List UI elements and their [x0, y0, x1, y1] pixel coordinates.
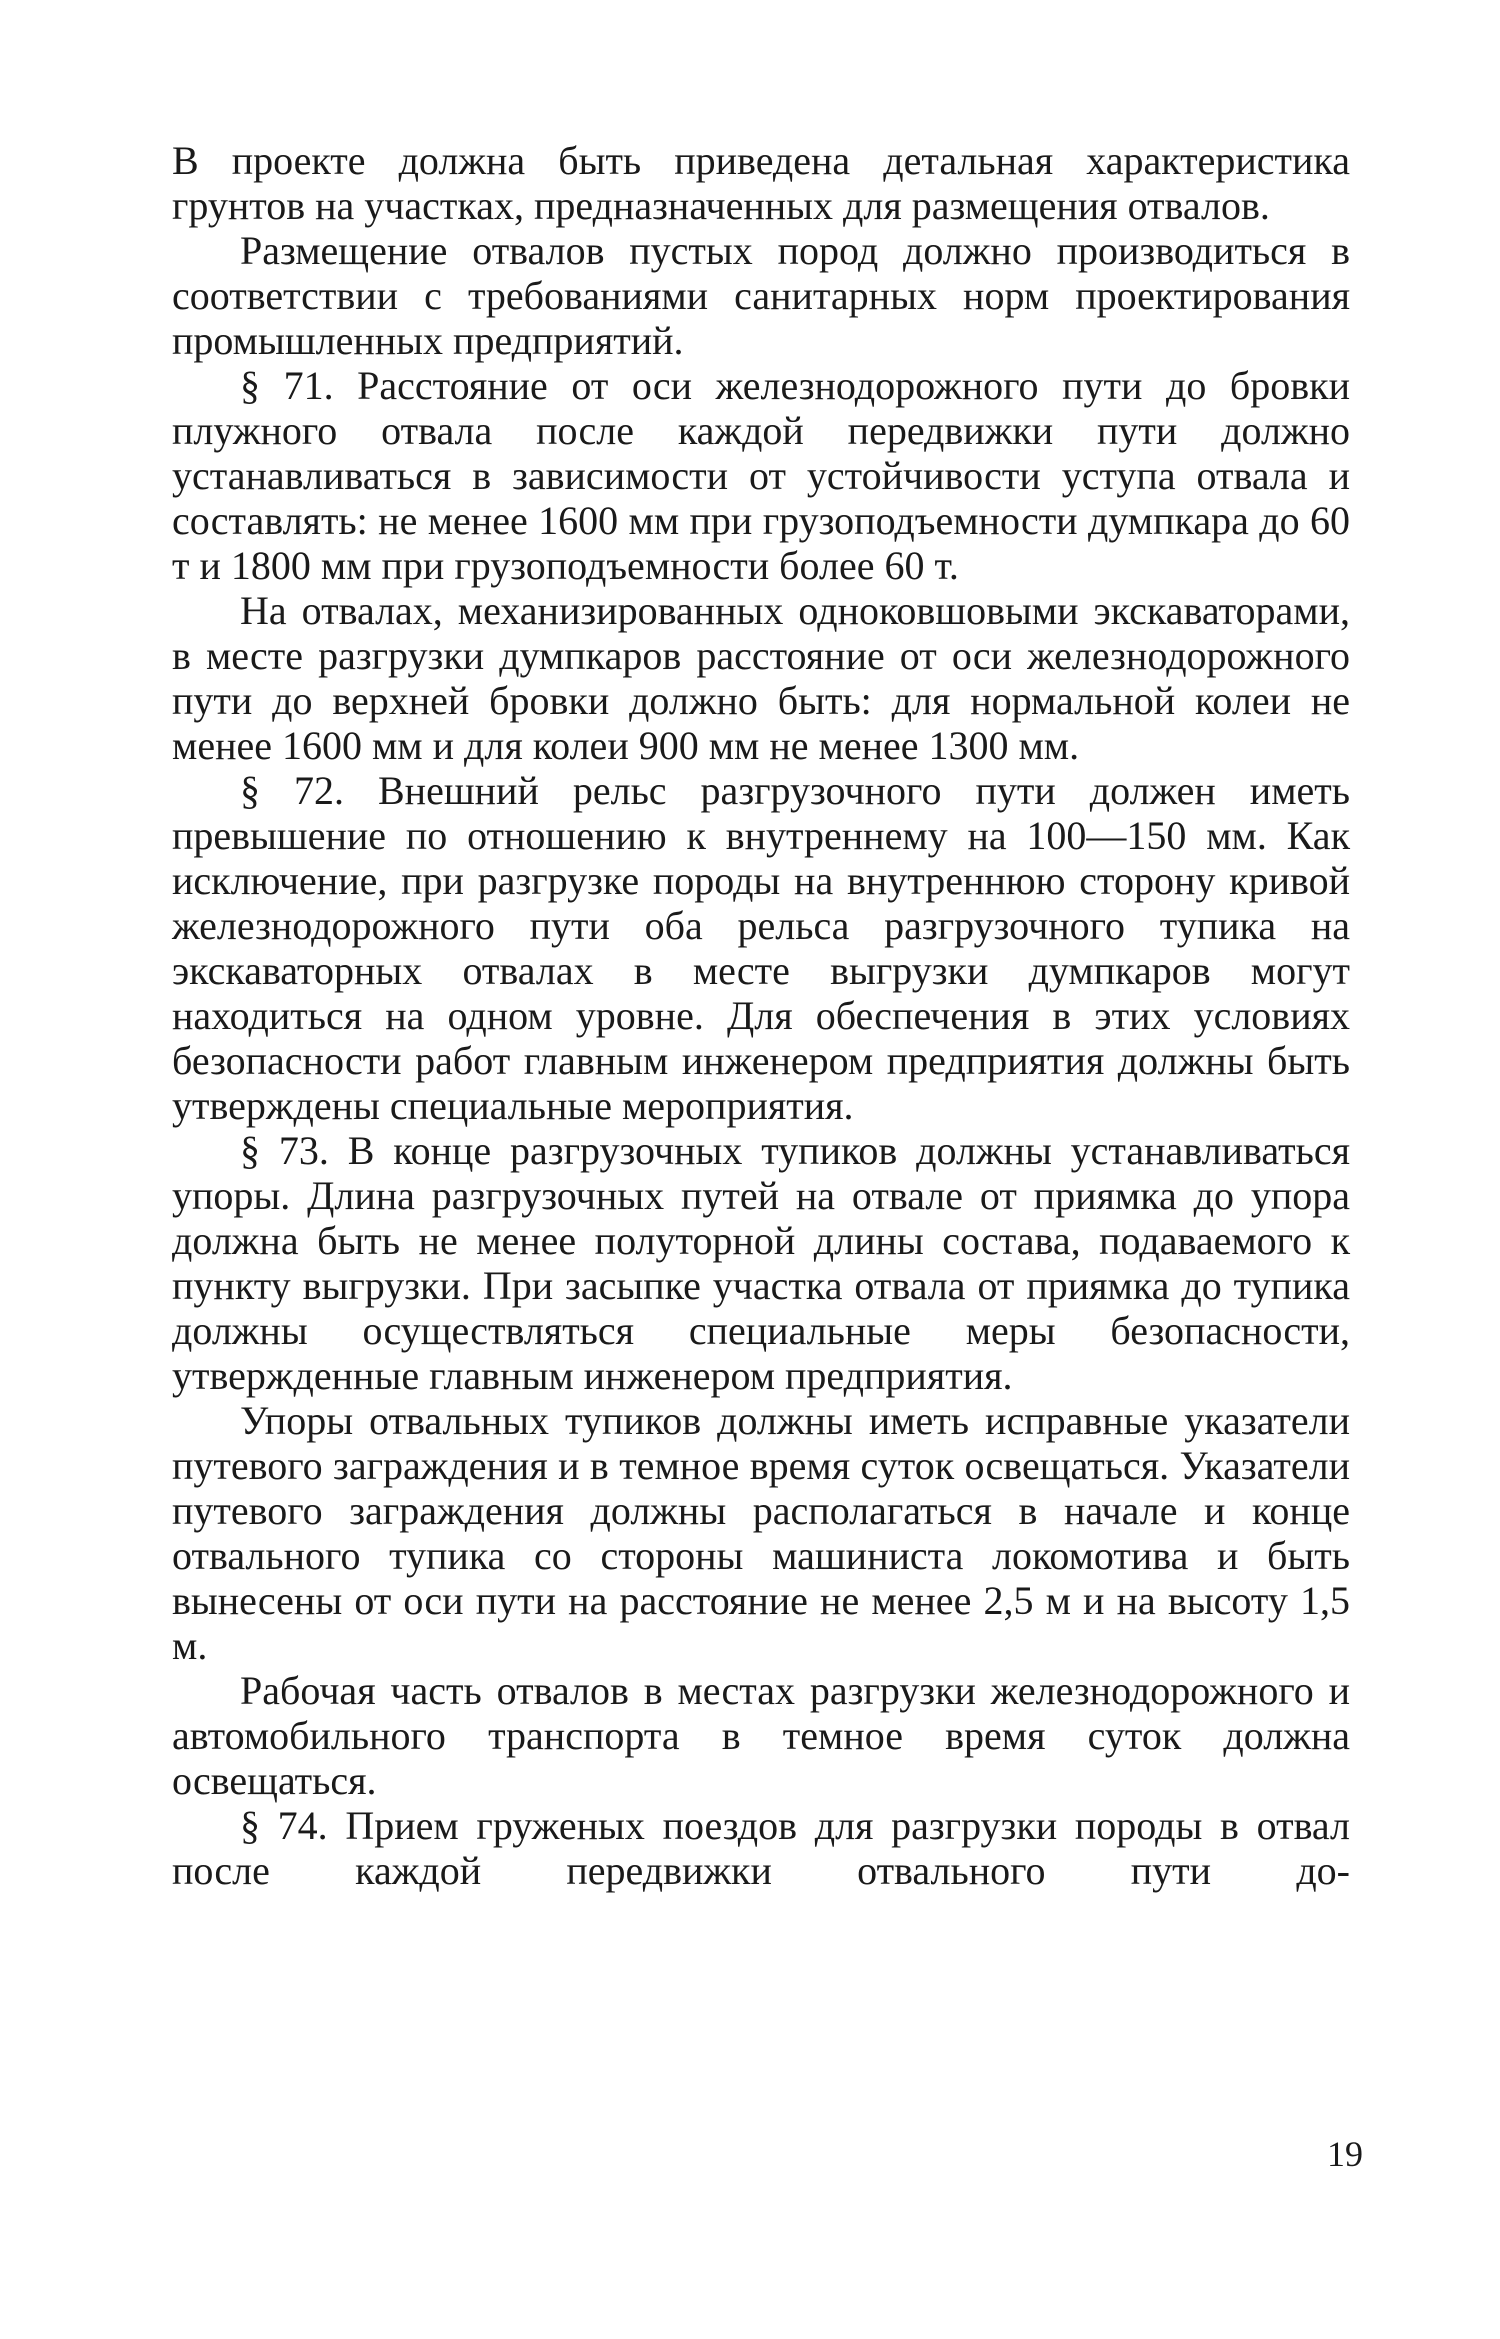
page-number: 19 [1327, 2134, 1363, 2174]
paragraph-soil-characteristics: В проекте должна быть приведена детальная характеристика грунтов на участках, предназначенных для размещения отвалов. [172, 138, 1350, 228]
paragraph-section-72: § 72. Внешний рельс разгрузочного пути должен иметь превышение по отношению к внутреннему на 100—150 мм. Как исключение, при разгрузке породы на внутреннюю сторону кривой железнодорожного пути оба рельса разгрузочного тупика на экскаваторных отвалах в месте выгрузки думпкаров могут находиться на одном уровне. Для обеспечения в этих условиях безопасности работ главным инженером предприятия должны быть утверждены специальные мероприятия. [172, 768, 1350, 1128]
paragraph-section-74: § 74. Прием груженых поездов для разгрузки породы в отвал после каждой передвижки отвального пути до- [172, 1803, 1350, 1893]
paragraph-section-73: § 73. В конце разгрузочных тупиков должны устанавливаться упоры. Длина разгрузочных путей на отвале от приямка до упора должна быть не менее полуторной длины состава, подаваемого к пункту выгрузки. При засыпке участка отвала от приямка до тупика должны осуществляться специальные меры безопасности, утвержденные главным инженером предприятия. [172, 1128, 1350, 1398]
paragraph-section-71: § 71. Расстояние от оси железнодорожного пути до бровки плужного отвала после каждой передвижки пути должно устанавливаться в зависимости от устойчивости уступа отвала и составлять: не менее 1600 мм при грузоподъемности думпкара до 60 т и 1800 мм при грузоподъемности более 60 т. [172, 363, 1350, 588]
body-text [172, 138, 1350, 1893]
paragraph-stop-indicators: Упоры отвальных тупиков должны иметь исправные указатели путевого заграждения и в темное время суток освещаться. Указатели путевого заграждения должны располагаться в начале и конце отвального тупика со стороны машиниста локомотива и быть вынесены от оси пути на расстояние не менее 2,5 м и на высоту 1,5 м. [172, 1398, 1350, 1668]
paragraph-working-lighting: Рабочая часть отвалов в местах разгрузки железнодорожного и автомобильного транспорта в темное время суток должна освещаться. [172, 1668, 1350, 1803]
paragraph-dump-placement: Размещение отвалов пустых пород должно производиться в соответствии с требованиями санитарных норм проектирования промышленных предприятий. [172, 228, 1350, 363]
paragraph-excavator-dumps: На отвалах, механизированных одноковшовыми экскаваторами, в месте разгрузки думпкаров расстояние от оси железнодорожного пути до верхней бровки должно быть: для нормальной колеи не менее 1600 мм и для колеи 900 мм не менее 1300 мм. [172, 588, 1350, 768]
